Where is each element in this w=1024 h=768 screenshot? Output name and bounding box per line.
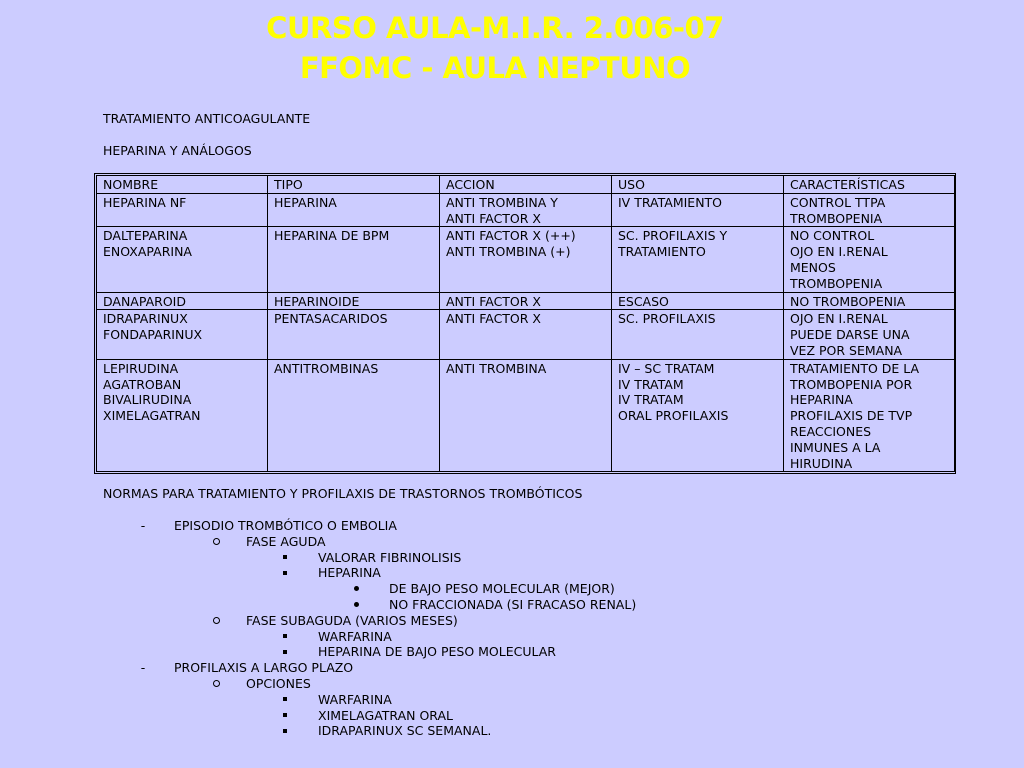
outline-item [0,534,1024,550]
cell-caracteristicas [784,359,955,472]
square-bullet-icon [279,565,291,581]
cell-line: DALTEPARINA [103,228,188,244]
outline-item [0,660,1024,676]
cell-line: SC. PROFILAXIS [618,311,716,327]
cell-line: ANTI TROMBINA [446,360,547,376]
cell-line: VEZ POR SEMANA [790,342,903,358]
outline-item-text: FASE AGUDA [246,533,326,549]
cell-uso [612,193,784,227]
cell-uso [612,227,784,292]
table-row [97,193,955,227]
cell-line: HEPARINA NF [103,194,187,210]
cell-line: TROMBOPENIA [790,275,883,291]
cell-tipo [268,292,440,310]
outline-item [0,550,1024,566]
cell-nombre [97,193,268,227]
cell-line: ANTI FACTOR X [446,210,541,226]
cell-tipo [268,310,440,359]
header-uso: USO [612,176,784,194]
cell-line: INMUNES A LA [790,439,881,455]
outline-item-text: WARFARINA [318,628,392,644]
cell-line: OJO EN I.RENAL [790,311,888,327]
section-heading: TRATAMIENTO ANTICOAGULANTE [103,111,311,126]
circle-bullet-icon [210,676,222,692]
cell-uso [612,292,784,310]
cell-nombre [97,310,268,359]
cell-line: HEPARINOIDE [274,293,360,309]
table-row [97,227,955,292]
cell-line: ANTI FACTOR X [446,293,541,309]
cell-line: IV – SC TRATAM [618,360,715,376]
cell-uso [612,359,784,472]
cell-line: IDRAPARINUX [103,311,188,327]
square-bullet-icon [279,629,291,645]
title-line-1: CURSO AULA-M.I.R. 2.006-07 [266,11,724,45]
cell-line: PROFILAXIS DE TVP [790,408,913,424]
outline-item-text: PROFILAXIS A LARGO PLAZO [174,660,354,676]
header-accion: ACCION [440,176,612,194]
circle-bullet-icon [210,534,222,550]
cell-line: HEPARINA [790,392,853,408]
dot-bullet-icon [350,597,362,613]
cell-line: ESCASO [618,293,669,309]
cell-uso [612,310,784,359]
cell-accion [440,227,612,292]
square-bullet-icon [279,723,291,739]
cell-line: ANTI TROMBINA Y [446,194,558,210]
cell-line: HEPARINA DE BPM [274,228,390,244]
outline-item [0,597,1024,613]
cell-tipo [268,359,440,472]
cell-tipo [268,193,440,227]
table-row [97,359,955,472]
cell-line: BIVALIRUDINA [103,392,192,408]
cell-line: IV TRATAM [618,392,684,408]
outline-item [0,692,1024,708]
outline-item-text: OPCIONES [246,675,311,691]
cell-caracteristicas [784,292,955,310]
cell-line: ANTI FACTOR X [446,311,541,327]
cell-line: TROMBOPENIA [790,210,883,226]
header-caracteristicas: CARACTERÍSTICAS [784,176,955,194]
cell-line: ANTI FACTOR X (++) [446,228,576,244]
header-nombre: NOMBRE [97,176,268,194]
outline-item [0,565,1024,581]
dash-bullet: - [140,518,146,533]
cell-accion [440,292,612,310]
cell-accion [440,193,612,227]
outline-item-text: XIMELAGATRAN ORAL [318,707,454,723]
square-bullet-icon [279,550,291,566]
cell-accion [440,310,612,359]
cell-line: XIMELAGATRAN [103,408,201,424]
cell-line: TROMBOPENIA POR [790,376,913,392]
cell-line: HEPARINA [274,194,337,210]
cell-caracteristicas [784,310,955,359]
cell-line: TRATAMIENTO DE LA [790,360,920,376]
cell-line: AGATROBAN [103,376,182,392]
cell-line: TRATAMIENTO [618,244,706,260]
square-bullet-icon [279,692,291,708]
table [96,175,955,472]
cell-line: CONTROL TTPA [790,194,886,210]
cell-line: IV TRATAM [618,376,684,392]
cell-line: LEPIRUDINA [103,360,179,376]
cell-line: ANTITROMBINAS [274,360,379,376]
cell-line: ENOXAPARINA [103,244,192,260]
table-row [97,292,955,310]
outline-item [0,723,1024,739]
outline-item [0,676,1024,692]
outline-item-text: WARFARINA [318,691,392,707]
outline-item-text: HEPARINA [318,565,381,581]
cell-line: NO CONTROL [790,228,875,244]
outline-item [0,581,1024,597]
square-bullet-icon [279,708,291,724]
cell-line: HIRUDINA [790,455,853,471]
circle-bullet-icon [210,613,222,629]
outline-item [0,518,1024,534]
subheading: HEPARINA Y ANÁLOGOS [103,143,252,158]
title-line-2: FFOMC - AULA NEPTUNO [299,51,691,85]
normas-outline [0,518,1024,739]
table-header-row [97,176,955,194]
table-body [97,193,955,472]
cell-line: IV TRATAMIENTO [618,194,723,210]
cell-nombre [97,359,268,472]
square-bullet-icon [279,644,291,660]
cell-accion [440,359,612,472]
table-row [97,310,955,359]
cell-line: ANTI TROMBINA (+) [446,244,571,260]
outline-item [0,644,1024,660]
normas-heading: NORMAS PARA TRATAMIENTO Y PROFILAXIS DE TRASTORNOS TROMBÓTICOS [103,486,583,501]
cell-nombre [97,227,268,292]
outline-item [0,708,1024,724]
outline-item-text: DE BAJO PESO MOLECULAR (MEJOR) [389,581,615,597]
cell-line: PENTASACARIDOS [274,311,388,327]
cell-caracteristicas [784,193,955,227]
header-tipo: TIPO [268,176,440,194]
cell-caracteristicas [784,227,955,292]
cell-line: DANAPAROID [103,293,186,309]
cell-line: MENOS [790,259,836,275]
outline-item-text: FASE SUBAGUDA (VARIOS MESES) [246,612,458,628]
cell-line: REACCIONES [790,423,872,439]
cell-line: NO TROMBOPENIA [790,293,906,309]
anticoagulant-table [94,173,956,474]
outline-item [0,613,1024,629]
cell-line: PUEDE DARSE UNA [790,327,910,343]
cell-line: SC. PROFILAXIS Y [618,228,728,244]
outline-item-text: IDRAPARINUX SC SEMANAL. [318,723,492,739]
outline-item [0,629,1024,645]
cell-line: ORAL PROFILAXIS [618,408,729,424]
dot-bullet-icon [350,581,362,597]
cell-line: FONDAPARINUX [103,327,203,343]
outline-item-text: VALORAR FIBRINOLISIS [318,549,462,565]
cell-tipo [268,227,440,292]
cell-line: OJO EN I.RENAL [790,244,888,260]
outline-item-text: NO FRACCIONADA (SI FRACASO RENAL) [389,596,637,612]
dash-bullet: - [140,660,146,676]
outline-item-text: EPISODIO TROMBÓTICO O EMBOLIA [174,518,397,533]
outline-item-text: HEPARINA DE BAJO PESO MOLECULAR [318,644,556,660]
cell-nombre [97,292,268,310]
